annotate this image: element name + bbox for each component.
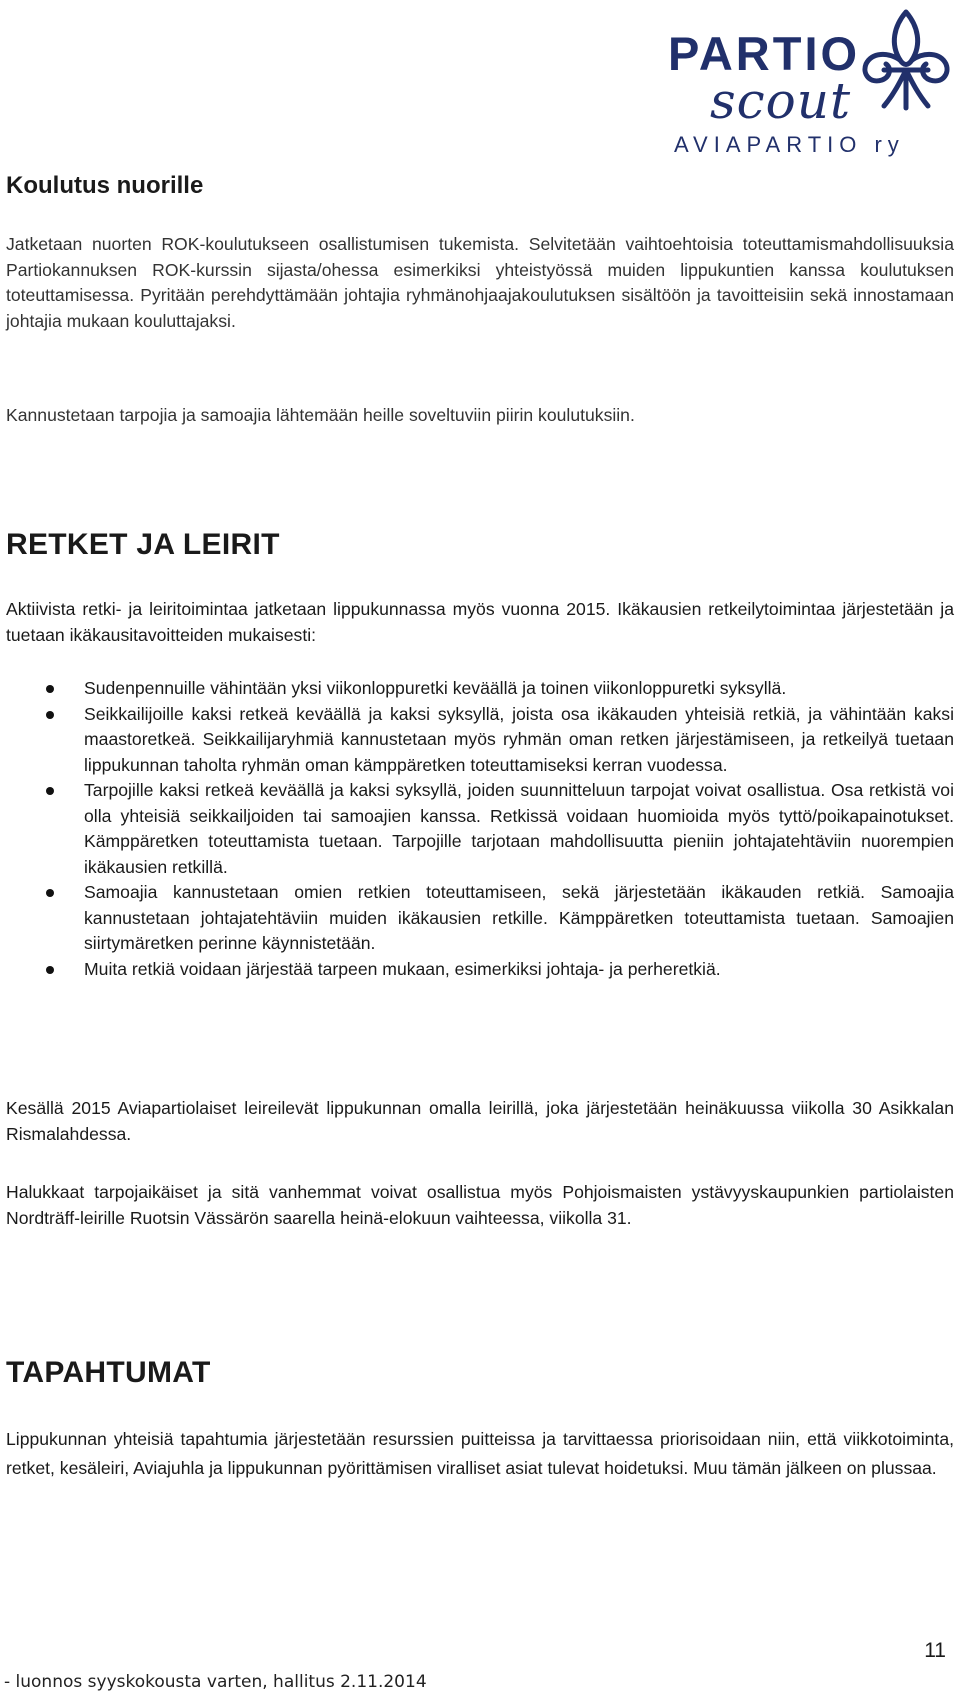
bullet-icon [46, 711, 54, 719]
logo-scout-text: scout [710, 72, 852, 130]
logo-aviapartio-text: AVIAPARTIO ry [674, 132, 905, 157]
partio-scout-logo [666, 4, 960, 164]
list-item [0, 880, 954, 957]
page-number: 11 [924, 1639, 946, 1662]
fleur-de-lis-icon [854, 4, 958, 114]
list-item-text: Sudenpennuille vähintään yksi viikonloppuretki keväällä ja toinen viikonloppuretki syksyllä. [84, 678, 787, 698]
list-item-text: Tarpojille kaksi retkeä keväällä ja kaksi syksyllä, joiden suunnitteluun tarpojat voivat osallistua. Osa retkistä voi olla yhteisiä seikkailjoiden tai samoajien kanssa. Retkissä voidaan huomioida myös tyttö/poikapainotukset. Kämppäretken toteuttamista tuetaan. Tarpojille tarjotaan mahdollisuutta pieniin johtajatehtäviin nuorempien ikäkausien retkillä. [84, 780, 954, 877]
heading-tapahtumat: TAPAHTUMAT [6, 1356, 211, 1389]
paragraph-kesaleiri: Kesällä 2015 Aviapartiolaiset leireilevät lippukunnan omalla leirillä, joka järjestetään heinäkuussa viikolla 30 Asikkalan Rismalahdessa. [6, 1098, 954, 1144]
paragraph-koulutus-1: Jatketaan nuorten ROK-koulutukseen osallistumisen tukemista. Selvitetään vaihtoehtoisia toteuttamismahdollisuuksia Partiokannuksen ROK-kurssin sijasta/ohessa esimerkiksi yhteistyössä muiden lippukuntien kanssa koulutuksen toteuttamisessa. Pyritään perehdyttämään johtajia ryhmänohjaajakoulutuksen sisältöön ja tavoitteisiin sekä innostamaan johtajia mukaan kouluttajaksi. [6, 234, 954, 331]
bullet-icon [46, 787, 54, 795]
heading-retket-ja-leirit: RETKET JA LEIRIT [6, 528, 280, 561]
paragraph-retket-intro: Aktiivista retki- ja leiritoimintaa jatketaan lippukunnassa myös vuonna 2015. Ikäkausien retkeilytoimintaa järjestetään ja tuetaan ikäkausitavoitteiden mukaisesti: [6, 599, 954, 645]
list-item [0, 676, 954, 702]
list-item-text: Muita retkiä voidaan järjestää tarpeen mukaan, esimerkiksi johtaja- ja perheretkiä. [84, 958, 721, 979]
paragraph-tapahtumat: Lippukunnan yhteisiä tapahtumia järjestetään resurssien puitteissa ja tarvittaessa priorisoidaan niin, että viikkotoiminta, retket, kesäleiri, Aviajuhla ja lippukunnan pyörittämisen viralliset asiat tulevat hoidetuksi. Muu tämän jälkeen on plussaa. [6, 1429, 954, 1478]
heading-koulutus-nuorille: Koulutus nuorille [6, 172, 204, 199]
retket-bullet-list [0, 676, 954, 982]
paragraph-koulutus-2: Kannustetaan tarpojia ja samoajia lähtemään heille soveltuviin piirin koulutuksiin. [6, 405, 635, 425]
bullet-icon [46, 889, 54, 897]
bullet-icon [46, 966, 54, 974]
list-item [0, 702, 954, 779]
bullet-icon [46, 685, 54, 693]
list-item [0, 957, 954, 983]
logo-partio-text: PARTIO [668, 27, 861, 80]
list-item [0, 778, 954, 880]
footer-note: - luonnos syyskokousta varten, hallitus 2.11.2014 [4, 1672, 427, 1692]
list-item-text: Samoajia kannustetaan omien retkien toteuttamiseen, sekä järjestetään ikäkauden retkiä. Samoajia kannustetaan johtajatehtäviin muiden ikäkausien retkille. Kämppäretken toteuttamista tuetaan. Samoajien siirtymäretken perinne käynnistetään. [84, 882, 954, 953]
paragraph-nordtraff: Halukkaat tarpojaikäiset ja sitä vanhemmat voivat osallistua myös Pohjoismaisten ystävyyskaupunkien partiolaisten Nordträff-leirille Ruotsin Vässärön saarella heinä-elokuun vaihteessa, viikolla 31. [6, 1182, 954, 1228]
list-item-text: Seikkailijoille kaksi retkeä keväällä ja kaksi syksyllä, joista osa ikäkauden yhteisiä retkiä, ja vähintään kaksi maastoretkeä. Seikkailijaryhmiä kannustetaan myös ryhmän oman retken järjestämiseen, ja retkeilyä tuetaan lippukunnan taholta ryhmän oman kämppäretken toteuttamiseksi kerran vuodessa. [84, 703, 954, 775]
